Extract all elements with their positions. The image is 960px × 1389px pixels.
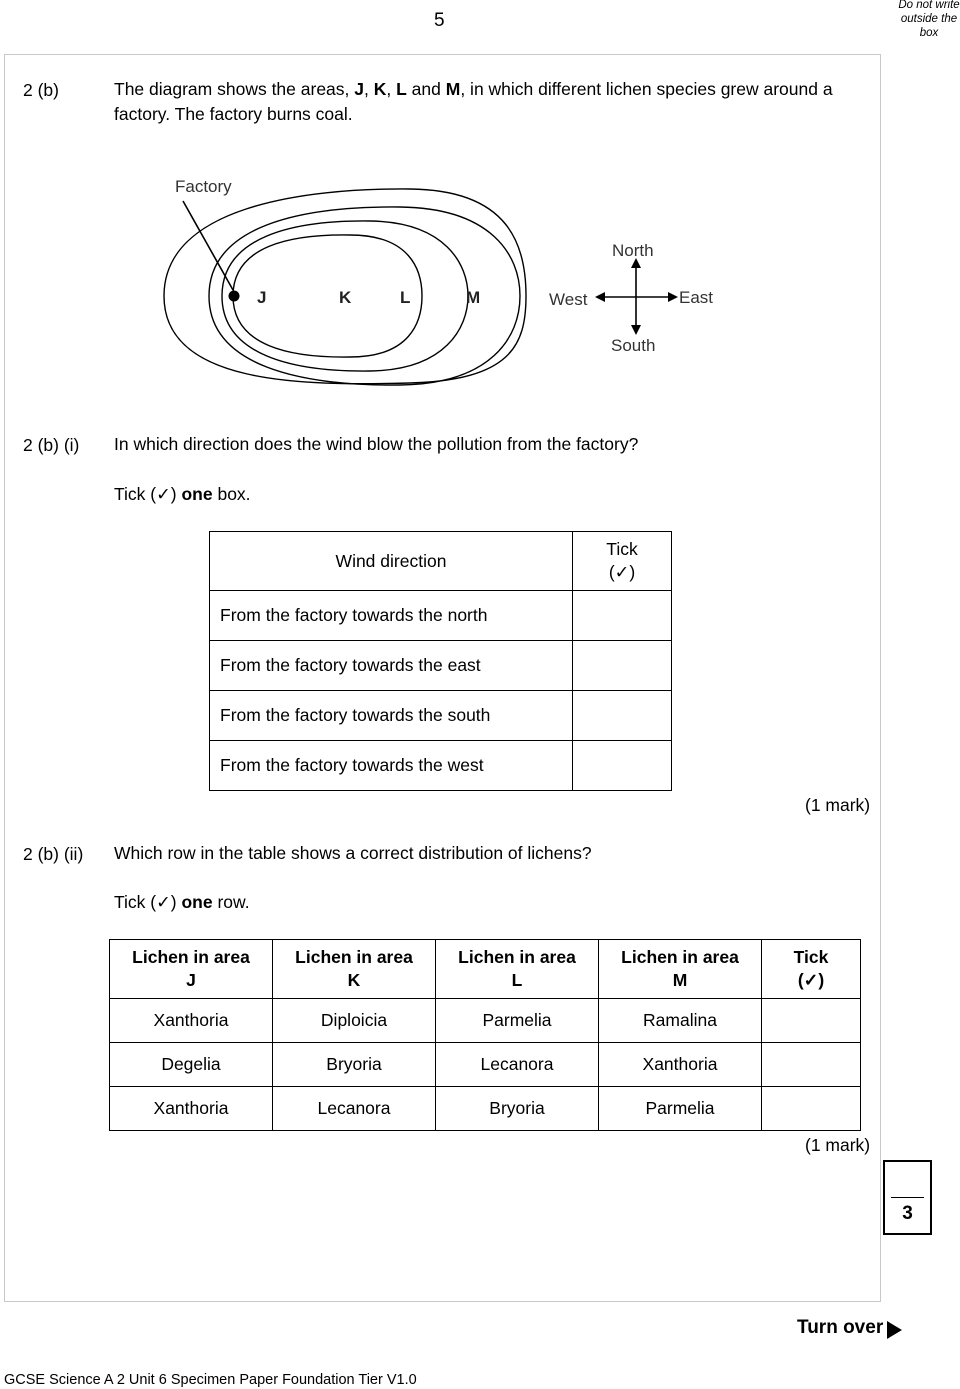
q2b-text-part: , [364,79,374,99]
margin-note-line-1: Do not write [898,0,960,11]
table-cell: Bryoria [273,1043,436,1087]
margin-note [893,0,960,40]
compass-north: North [612,241,654,260]
header-tick [573,532,672,591]
question-2bii-instruction [114,890,250,915]
question-2bi-instruction [114,482,251,507]
instruction-emphasis: one [181,892,213,912]
area-label-j: J [257,288,267,307]
turn-over-arrow-icon [887,1321,902,1339]
tick-box-east[interactable] [573,641,672,691]
pollution-zone-rings [164,189,526,385]
question-2b-text [114,77,854,127]
table-row [210,641,672,691]
header-area-k [273,940,436,999]
header-line: Tick [793,947,829,967]
header-tick-line-1: Tick [606,539,638,559]
table-row [110,999,861,1043]
q2b-area-m: M [445,79,461,99]
footer-paper-reference: GCSE Science A 2 Unit 6 Specimen Paper Foundation Tier V1.0 [4,1372,417,1388]
header-line: Lichen in area [621,947,739,967]
lichen-distribution-diagram [150,168,740,398]
header-line: K [347,970,361,990]
header-line: Lichen in area [132,947,250,967]
tick-box-row-1[interactable] [762,999,861,1043]
header-line: L [511,970,523,990]
total-marks-value: 3 [902,1203,913,1224]
margin-note-line-3: box [919,27,939,39]
compass-west: West [549,290,588,309]
q2b-text-part: The diagram shows the areas, [114,79,355,99]
table-header-row [110,940,861,999]
option-east-label: From the factory towards the east [210,641,573,691]
tick-box-row-2[interactable] [762,1043,861,1087]
option-north-label: From the factory towards the north [210,591,573,641]
wind-direction-table [209,531,672,791]
table-cell: Lecanora [273,1087,436,1131]
q2b-area-j: J [354,79,364,99]
east-arrow-head [668,292,678,302]
header-wind-direction: Wind direction [210,532,573,591]
header-line: (✓) [797,970,825,990]
q2b-text-part: , [386,79,397,99]
table-cell: Lecanora [436,1043,599,1087]
instruction-emphasis: one [181,484,213,504]
instruction-suffix: box. [212,484,251,504]
header-tick [762,940,861,999]
compass-south: South [611,336,656,355]
question-2bii-text: Which row in the table shows a correct distribution of lichens? [114,843,592,863]
tick-box-south[interactable] [573,691,672,741]
header-area-m [599,940,762,999]
option-south-label: From the factory towards the south [210,691,573,741]
total-box-divider [891,1197,924,1198]
area-label-k: K [339,288,352,307]
table-cell: Parmelia [436,999,599,1043]
header-line: Lichen in area [458,947,576,967]
table-cell: Xanthoria [599,1043,762,1087]
west-arrow-head [595,292,605,302]
table-row [210,741,672,791]
instruction-prefix: Tick (✓) [114,484,182,504]
instruction-prefix: Tick (✓) [114,892,182,912]
turn-over-label: Turn over [797,1317,884,1338]
compass-east: East [679,288,714,307]
table-row [210,691,672,741]
factory-pointer-line [183,201,233,290]
area-label-m: M [466,288,481,307]
table-cell: Xanthoria [110,999,273,1043]
page-number: 5 [434,10,445,31]
header-line: M [672,970,688,990]
header-tick-line-2: (✓) [608,562,636,582]
header-line: J [186,970,196,990]
table-cell: Diploicia [273,999,436,1043]
mark-allocation-bi: (1 mark) [805,795,871,815]
header-line: Lichen in area [295,947,413,967]
instruction-suffix: row. [212,892,250,912]
question-number-2bii: 2 (b) (ii) [23,844,84,864]
q2b-text-part: and [406,79,446,99]
tick-box-row-3[interactable] [762,1087,861,1131]
mark-allocation-bii: (1 mark) [805,1135,871,1155]
tick-box-north[interactable] [573,591,672,641]
area-label-l: L [400,288,411,307]
zone-ring-4 [164,189,526,384]
south-arrow-head [631,325,641,335]
table-cell: Ramalina [599,999,762,1043]
table-row [110,1043,861,1087]
factory-dot [229,291,240,302]
question-number-2bi: 2 (b) (i) [23,435,80,455]
tick-box-west[interactable] [573,741,672,791]
table-row [210,591,672,641]
option-west-label: From the factory towards the west [210,741,573,791]
margin-note-line-2: outside the [900,13,958,25]
header-area-l [436,940,599,999]
q2b-text-part: , in which different lichen species grew around a factory. The factory burns coal. [114,79,833,124]
question-number-2b: 2 (b) [23,80,59,100]
q2b-area-k: K [373,79,387,99]
header-area-j [110,940,273,999]
table-cell: Degelia [110,1043,273,1087]
factory-label: Factory [175,177,232,196]
table-header-row [210,532,672,591]
table-cell: Bryoria [436,1087,599,1131]
question-2bi-text: In which direction does the wind blow the pollution from the factory? [114,434,639,454]
compass-rose [549,241,713,355]
q2b-area-l: L [396,79,407,99]
table-cell: Xanthoria [110,1087,273,1131]
table-cell: Parmelia [599,1087,762,1131]
table-row [110,1087,861,1131]
lichen-distribution-table [109,939,861,1131]
